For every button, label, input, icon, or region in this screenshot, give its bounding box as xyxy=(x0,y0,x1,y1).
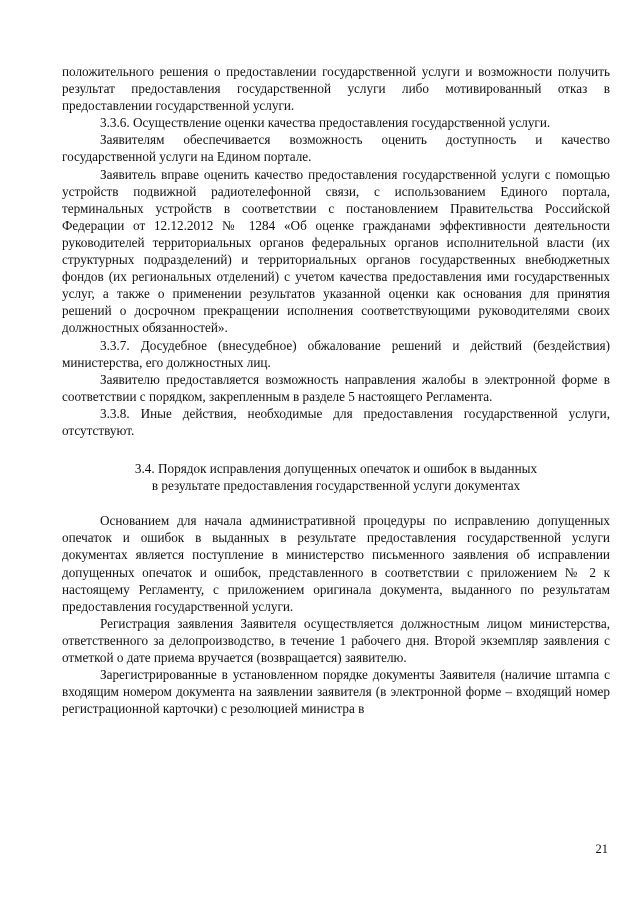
paragraph-continuation: положительного решения о предоставлении государственной услуги и возможности получить результат предоставления государственной услуги либо мотивированный отказ в предоставлении государственной услуги. xyxy=(62,64,610,114)
paragraph-registered-documents: Зарегистрированные в установленном порядке документы Заявителя (наличие штампа с входящим номером документа на заявлении заявителя (в электронной форме – входящий номер регистрационной карточки) с резолюцией министра в xyxy=(62,667,610,717)
paragraph-grounds: Основанием для начала административной процедуры по исправлению допущенных опечаток и ошибок в выданных в результате предоставления государственной услуги документах является поступление в министерство письменного заявления об исправлении допущенных опечаток и ошибок, представленного в соответствии с приложением № 2 к настоящему Регламенту, с приложением оригинала документа, выданного по результатам предоставления государственной услуги. xyxy=(62,513,610,614)
paragraph-3-3-8: 3.3.8. Иные действия, необходимые для предоставления государственной услуги, отсутствуют. xyxy=(62,405,610,438)
paragraph-complaint: Заявителю предоставляется возможность направления жалобы в электронной форме в соответствии с порядком, закрепленным в разделе 5 настоящего Регламента. xyxy=(62,371,610,404)
paragraph-3-3-6: 3.3.6. Осуществление оценки качества предоставления государственной услуги. xyxy=(100,115,551,131)
paragraph-quality-assessment: Заявителям обеспечивается возможность оценить доступность и качество государственной услуги на Едином портале. xyxy=(62,132,610,165)
page-number: 21 xyxy=(595,842,608,856)
section-heading-line-1: 3.4. Порядок исправления допущенных опечаток и ошибок в выданных xyxy=(134,461,538,477)
paragraph-applicant-rating: Заявитель вправе оценить качество предоставления государственной услуги с помощью устройств подвижной радиотелефонной связи, с использованием Единого портала, терминальных устройств в соответствии с постановлением Правительства Российской Федерации от 12.12.2012 № 1284 «Об оценке гражданами эффективности деятельности руководителей территориальных органов федеральных органов исполнительной власти (их структурных подразделений) и территориальных органов государственных внебюджетных фондов (их региональных отделений) с учетом качества предоставления ими государственных услуг, а также о применении результатов указанной оценки как основания для принятия решений о досрочном прекращении исполнения соответствующими руководителями своих должностных обязанностей». xyxy=(62,166,610,336)
paragraph-3-3-7: 3.3.7. Досудебное (внесудебное) обжалование решений и действий (бездействия) министерства, его должностных лиц. xyxy=(62,337,610,370)
document-page xyxy=(62,63,610,717)
section-heading-3-4 xyxy=(62,460,610,494)
paragraph-registration: Регистрация заявления Заявителя осуществляется должностным лицом министерства, ответственного за делопроизводство, в течение 1 рабочего дня. Второй экземпляр заявления с отметкой о дате приема вручается (возвращается) заявителю. xyxy=(62,615,610,665)
section-heading-line-2: в результате предоставления государственной услуги документах xyxy=(151,478,521,494)
